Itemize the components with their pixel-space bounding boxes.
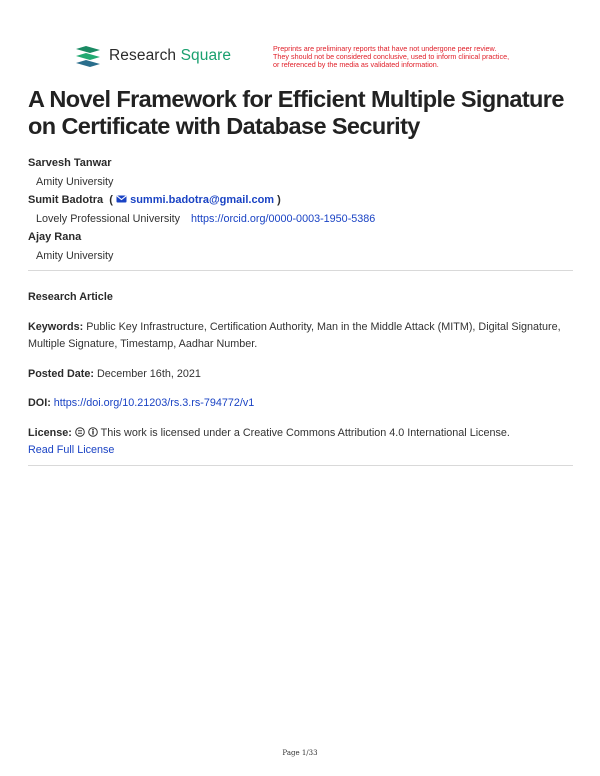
doi <box>28 395 573 412</box>
disclaimer-line: or referenced by the media as validated information. <box>273 60 439 70</box>
author-email-link[interactable]: summi.badotra@gmail.com <box>130 194 275 206</box>
title-line: A Novel Framework for Efficient Multiple Signature <box>28 86 564 112</box>
keywords-label: Keywords: <box>28 321 84 333</box>
disclaimer-line: They should not be considered conclusive, used to inform clinical practice, <box>273 52 510 62</box>
doi-link[interactable]: https://doi.org/10.21203/rs.3.rs-794772/v1 <box>53 397 255 409</box>
keywords-value: Public Key Infrastructure, Certification Authority, Man in the Middle Attack (MITM), Digital Signature, Multiple Signature, Timestamp, Aadhar Number. <box>28 321 561 350</box>
posted-date <box>28 366 573 383</box>
page-number: Page 1/33 <box>282 749 318 757</box>
orcid-link[interactable]: https://orcid.org/0000-0003-1950-5386 <box>191 212 376 225</box>
author-affiliation: Amity University <box>36 249 114 262</box>
creative-commons-icon <box>75 427 85 437</box>
author-affiliation: Amity University <box>36 175 114 188</box>
posted-date-value: December 16th, 2021 <box>97 368 201 380</box>
title-line: on Certificate with Database Security <box>28 113 420 139</box>
envelope-icon <box>116 195 127 203</box>
disclaimer-line: Preprints are preliminary reports that have not undergone peer review. <box>273 44 497 53</box>
author-name-with-email: Sumit Badotra ( summi.badotra@gmail.com ) <box>28 194 281 206</box>
license-text: This work is licensed under a Creative Commons Attribution 4.0 International License. <box>100 427 510 439</box>
posted-date-label: Posted Date: <box>28 368 94 380</box>
license <box>28 425 573 459</box>
doi-label: DOI: <box>28 397 51 409</box>
author-name[interactable]: Sarvesh Tanwar <box>28 157 112 169</box>
divider <box>28 465 573 466</box>
research-square-logo[interactable] <box>74 44 231 68</box>
logo-text: Research Square <box>109 47 232 64</box>
read-full-license-link[interactable]: Read Full License <box>28 444 115 456</box>
paper-title <box>28 86 578 140</box>
divider <box>28 270 573 271</box>
author-affiliation-row <box>28 210 375 229</box>
author-list <box>28 154 375 265</box>
author-name[interactable]: Ajay Rana <box>28 231 82 243</box>
research-square-logo-icon <box>74 44 102 68</box>
preprint-disclaimer <box>273 45 543 70</box>
article-type: Research Article <box>28 291 113 303</box>
author-name[interactable]: Sumit Badotra <box>28 194 104 206</box>
license-label: License: <box>28 427 72 439</box>
attribution-icon <box>88 427 98 437</box>
keywords <box>28 319 573 353</box>
author-affiliation: Lovely Professional University <box>36 212 181 225</box>
